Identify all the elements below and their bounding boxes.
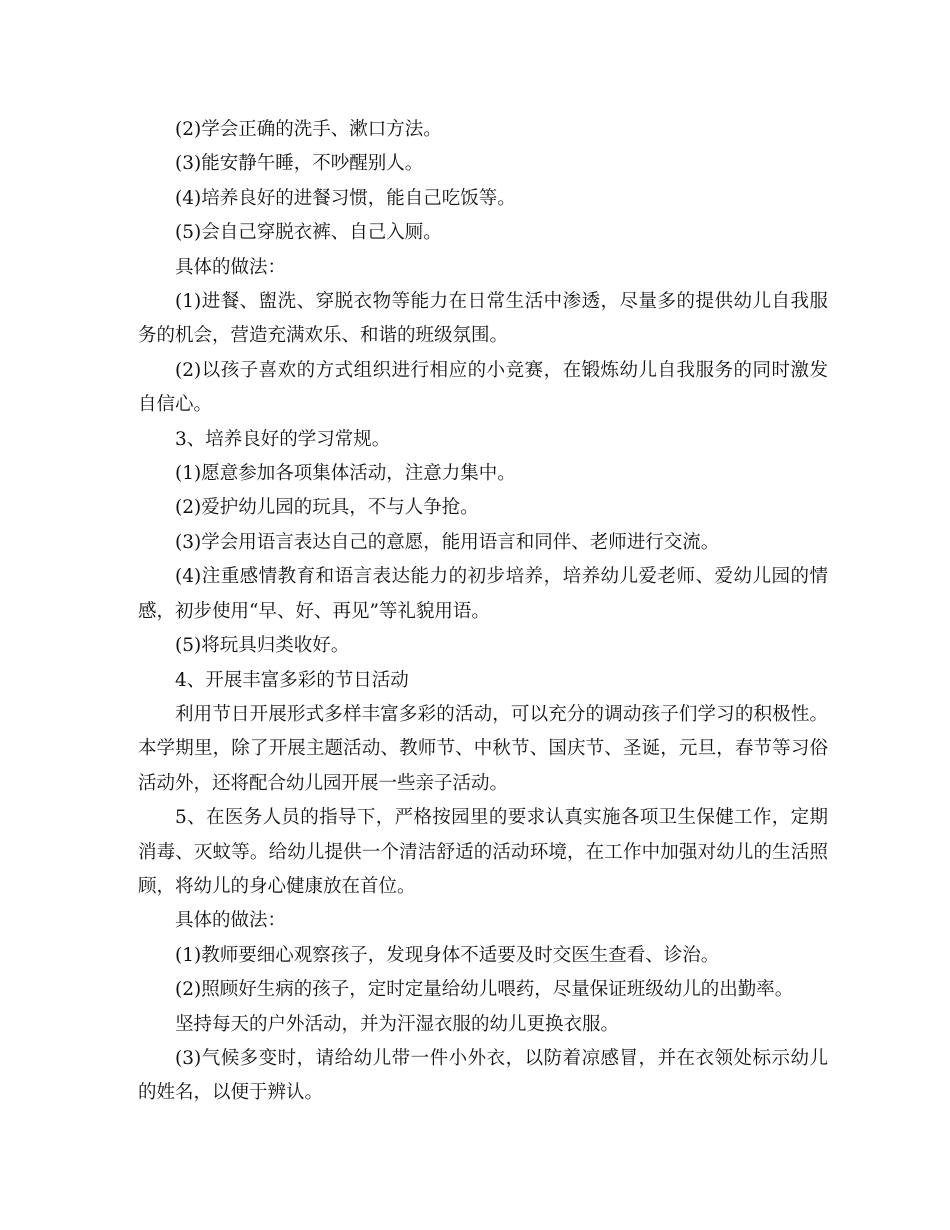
paragraph: 4、开展丰富多彩的节日活动 bbox=[175, 669, 409, 691]
paragraph: (1)进餐、盥洗、穿脱衣物等能力在日常生活中渗透，尽量多的提供幼儿自我服务的机会，营造充满欢乐、和谐的班级氛围。 bbox=[138, 291, 828, 347]
paragraph: (1)教师要细心观察孩子，发现身体不适要及时交医生查看、诊治。 bbox=[175, 944, 720, 966]
paragraph: 具体的做法： bbox=[175, 256, 287, 278]
paragraph: 5、在医务人员的指导下，严格按园里的要求认真实施各项卫生保健工作，定期消毒、灭蚊等。给幼儿提供一个清洁舒适的活动环境，在工作中加强对幼儿的生活照顾，将幼儿的身心健康放在首位。 bbox=[138, 807, 828, 897]
paragraph: (4)注重感情教育和语言表达能力的初步培养，培养幼儿爱老师、爱幼儿园的情感，初步使用“早、好、再见”等礼貌用语。 bbox=[138, 566, 828, 622]
document-body bbox=[138, 113, 828, 1111]
paragraph: (5)会自己穿脱衣裤、自己入厕。 bbox=[175, 222, 442, 244]
paragraph: (3)学会用语言表达自己的意愿，能用语言和同伴、老师进行交流。 bbox=[175, 531, 720, 553]
paragraph: (1)愿意参加各项集体活动，注意力集中。 bbox=[175, 463, 516, 485]
paragraph: (3)气候多变时，请给幼儿带一件小外衣，以防着凉感冒，并在衣领处标示幼儿的姓名，以便于辨认。 bbox=[138, 1047, 828, 1104]
paragraph: (2)以孩子喜欢的方式组织进行相应的小竞赛，在锻炼幼儿自我服务的同时激发自信心。 bbox=[138, 359, 828, 416]
paragraph: 具体的做法： bbox=[175, 910, 287, 932]
paragraph: (3)能安静午睡，不吵醒别人。 bbox=[175, 153, 424, 175]
paragraph: 3、培养良好的学习常规。 bbox=[175, 428, 391, 450]
paragraph: (2)爱护幼儿园的玩具，不与人争抢。 bbox=[175, 497, 479, 519]
paragraph: (2)照顾好生病的孩子，定时定量给幼儿喂药，尽量保证班级幼儿的出勤率。 bbox=[175, 979, 794, 1001]
paragraph: (2)学会正确的洗手、漱口方法。 bbox=[175, 119, 442, 140]
paragraph: (4)培养良好的进餐习惯，能自己吃饭等。 bbox=[175, 187, 516, 209]
paragraph: 利用节日开展形式多样丰富多彩的活动，可以充分的调动孩子们学习的积极性。本学期里，除了开展主题活动、教师节、中秋节、国庆节、圣诞，元旦，春节等习俗活动外，还将配合幼儿园开展一些亲子活动。 bbox=[138, 703, 828, 794]
paragraph: (5)将玩具归类收好。 bbox=[175, 635, 350, 657]
paragraph: 坚持每天的户外活动，并为汗湿衣服的幼儿更换衣服。 bbox=[175, 1013, 620, 1035]
